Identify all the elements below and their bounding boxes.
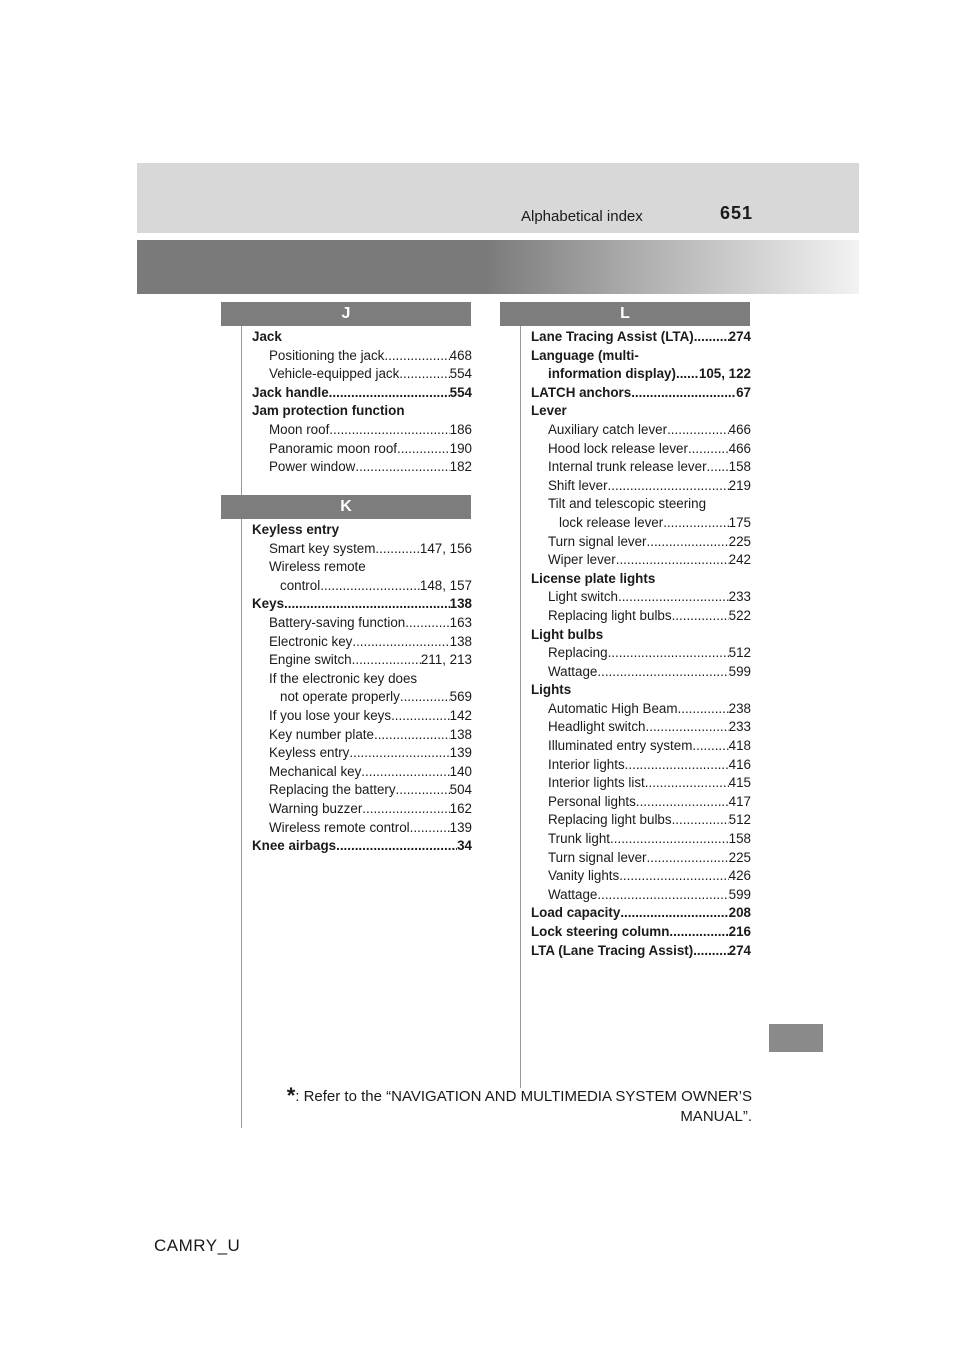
index-entry-text: Wireless remote control xyxy=(269,819,410,835)
index-entry-page: 158 xyxy=(728,831,751,847)
column-divider-left xyxy=(241,302,242,1128)
leader-dots xyxy=(608,477,729,496)
index-entry xyxy=(531,756,751,775)
index-entry-text: Replacing light bulbs xyxy=(548,812,672,828)
index-entry-text: Lock steering column xyxy=(531,924,670,939)
index-entry: If the electronic key does xyxy=(269,670,418,686)
index-entry-page: 225 xyxy=(728,533,751,549)
index-entry-text: not operate properly xyxy=(280,689,400,705)
index-entry xyxy=(531,904,751,923)
index-entry-page: 182 xyxy=(449,459,472,475)
index-entry-text: Lane Tracing Assist (LTA) xyxy=(531,329,694,344)
leader-dots xyxy=(396,781,450,800)
index-entry-page: 175 xyxy=(728,514,751,530)
index-entry-page: 147, 156 xyxy=(419,540,472,556)
index-entry xyxy=(252,365,472,384)
index-entry xyxy=(252,744,472,763)
leader-dots xyxy=(352,651,421,670)
index-entry-page: 163 xyxy=(449,614,472,630)
index-entry xyxy=(531,830,751,849)
index-entry-text: Trunk light xyxy=(548,831,611,847)
leader-dots xyxy=(336,837,457,856)
index-entry xyxy=(531,328,751,347)
index-entry-text: Shift lever xyxy=(548,477,608,493)
leader-dots xyxy=(663,514,728,533)
leader-dots xyxy=(678,700,729,719)
footnote-line-1: : Refer to the “NAVIGATION AND MULTIMEDIA SYSTEM OWNER’S xyxy=(295,1088,752,1105)
index-entry-text: Replacing light bulbs xyxy=(548,607,672,623)
leader-dots xyxy=(361,763,449,782)
decorative-gradient-bar xyxy=(137,240,859,294)
index-entry xyxy=(252,763,472,782)
index-entry-text: LTA (Lane Tracing Assist) xyxy=(531,942,694,958)
leader-dots xyxy=(618,588,729,607)
leader-dots xyxy=(320,577,420,596)
index-entry-page: 522 xyxy=(728,607,751,623)
leader-dots xyxy=(676,365,699,384)
index-entry: Keyless entry xyxy=(252,522,340,537)
index-entry-page: 504 xyxy=(449,782,472,798)
index-entry: License plate lights xyxy=(531,570,656,586)
index-entry-page: 468 xyxy=(449,347,472,363)
index-entry-text: Battery-saving function xyxy=(269,614,406,630)
index-entry-text: Smart key system xyxy=(269,540,376,556)
index-entry xyxy=(252,614,472,633)
index-entry xyxy=(252,458,472,477)
leader-dots xyxy=(693,942,728,961)
index-entry-text: Replacing the battery xyxy=(269,782,396,798)
index-entry-page: 225 xyxy=(728,849,751,865)
index-entry-page: 67 xyxy=(736,384,751,400)
index-entry-text: Key number plate xyxy=(269,726,374,742)
index-entry xyxy=(252,651,472,670)
index-entry-page: 148, 157 xyxy=(419,577,472,593)
leader-dots xyxy=(355,458,449,477)
index-entry-text: Positioning the jack xyxy=(269,347,385,363)
index-entry-text: Turn signal lever xyxy=(548,533,647,549)
index-entry-page: 512 xyxy=(728,645,751,661)
leader-dots xyxy=(397,440,450,459)
index-entry xyxy=(531,867,751,886)
index-entry-page: 139 xyxy=(449,745,472,761)
footnote-line-2: MANUAL”. xyxy=(680,1108,752,1125)
leader-dots xyxy=(375,540,419,559)
leader-dots xyxy=(631,384,736,403)
index-entry xyxy=(531,923,751,942)
index-entry xyxy=(531,774,751,793)
index-entry-page: 416 xyxy=(728,756,751,772)
leader-dots xyxy=(645,774,729,793)
index-entry-text: Vehicle-equipped jack xyxy=(269,366,400,382)
leader-dots xyxy=(374,726,450,745)
footer-model-code: CAMRY_U xyxy=(154,1236,241,1255)
index-entry xyxy=(531,477,751,496)
leader-dots xyxy=(672,607,729,626)
page-number: 651 xyxy=(720,203,754,223)
leader-dots xyxy=(597,886,728,905)
index-entry-text: Knee airbags xyxy=(252,838,337,854)
index-entry-page: 105, 122 xyxy=(698,366,751,382)
index-entry xyxy=(252,837,472,856)
index-entry-text: If you lose your keys xyxy=(269,707,392,723)
index-entry-page: 211, 213 xyxy=(420,652,472,668)
index-entry xyxy=(531,849,751,868)
index-entry xyxy=(252,781,472,800)
index-entry xyxy=(531,588,751,607)
leader-dots xyxy=(667,421,729,440)
index-entry-page: 415 xyxy=(728,775,751,791)
index-entry xyxy=(531,607,751,626)
index-list-l xyxy=(531,328,751,960)
index-entry-page: 162 xyxy=(449,800,472,816)
index-entry-page: 426 xyxy=(728,868,751,884)
leader-dots xyxy=(352,633,449,652)
index-entry-page: 599 xyxy=(728,663,751,679)
index-entry xyxy=(531,514,751,533)
footnote-asterisk: * xyxy=(286,1083,296,1108)
index-entry-text: Internal trunk release lever xyxy=(548,459,707,475)
index-entry-text: Load capacity xyxy=(531,905,621,921)
index-entry: Language (multi- xyxy=(531,347,639,363)
index-entry-text: information display) xyxy=(548,366,676,382)
index-entry-text: Interior lights list xyxy=(548,775,645,791)
index-entry-text: Headlight switch xyxy=(548,719,646,735)
footnote xyxy=(274,1083,752,1127)
index-entry-text: Keys xyxy=(252,596,285,612)
leader-dots xyxy=(410,819,450,838)
page-title: Alphabetical index xyxy=(521,208,643,225)
index-entry xyxy=(531,886,751,905)
index-list-j xyxy=(252,328,472,477)
index-entry-page: 190 xyxy=(449,440,472,456)
index-entry xyxy=(531,384,751,403)
leader-dots xyxy=(597,663,728,682)
index-entry-page: 238 xyxy=(728,700,751,716)
index-entry-page: 417 xyxy=(728,793,751,809)
index-entry xyxy=(531,551,751,570)
index-entry xyxy=(252,440,472,459)
index-entry-page: 34 xyxy=(457,838,472,854)
leader-dots xyxy=(405,614,449,633)
leader-dots xyxy=(608,644,729,663)
leader-dots xyxy=(672,811,729,830)
index-entry-text: Moon roof xyxy=(269,421,330,437)
index-entry-page: 139 xyxy=(449,819,472,835)
index-entry xyxy=(531,458,751,477)
index-entry xyxy=(252,633,472,652)
index-entry xyxy=(531,421,751,440)
leader-dots xyxy=(692,737,728,756)
index-entry: Lever xyxy=(531,403,567,419)
index-entry: Lights xyxy=(531,682,572,698)
index-entry-page: 233 xyxy=(728,589,751,605)
index-entry-text: Vanity lights xyxy=(548,868,620,884)
index-entry xyxy=(531,811,751,830)
index-entry xyxy=(531,663,751,682)
index-entry-page: 138 xyxy=(449,596,472,612)
index-entry xyxy=(531,644,751,663)
index-entry xyxy=(252,688,472,707)
index-entry-text: Automatic High Beam xyxy=(548,700,678,716)
index-entry-text: Wiper lever xyxy=(548,552,616,568)
index-entry-page: 466 xyxy=(728,421,751,437)
leader-dots xyxy=(688,440,729,459)
index-entry-text: Jack handle xyxy=(252,384,329,400)
index-entry-page: 554 xyxy=(449,366,472,382)
index-entry-text: Personal lights xyxy=(548,793,636,809)
index-entry xyxy=(531,737,751,756)
leader-dots xyxy=(616,551,729,570)
section-header-j: J xyxy=(221,302,471,326)
index-entry-text: control xyxy=(280,577,321,593)
index-entry-page: 418 xyxy=(728,738,751,754)
index-entry xyxy=(252,595,472,614)
leader-dots xyxy=(694,328,729,347)
index-entry xyxy=(531,440,751,459)
index-entry xyxy=(252,347,472,366)
index-entry-page: 138 xyxy=(449,633,472,649)
index-entry xyxy=(252,800,472,819)
index-entry-text: Engine switch xyxy=(269,652,352,668)
index-entry xyxy=(531,365,751,384)
index-entry: Wireless remote xyxy=(269,559,366,575)
index-entry-text: Warning buzzer xyxy=(269,800,363,816)
index-entry: Jack xyxy=(252,329,282,344)
leader-dots xyxy=(329,421,449,440)
leader-dots xyxy=(610,830,729,849)
leader-dots xyxy=(284,595,450,614)
index-entry-page: 554 xyxy=(449,384,472,400)
index-entry-page: 219 xyxy=(728,477,751,493)
leader-dots xyxy=(646,718,729,737)
index-entry-page: 233 xyxy=(728,719,751,735)
leader-dots xyxy=(647,849,729,868)
leader-dots xyxy=(619,867,728,886)
leader-dots xyxy=(707,458,729,477)
index-entry xyxy=(252,819,472,838)
index-entry xyxy=(531,793,751,812)
leader-dots xyxy=(669,923,728,942)
index-entry: Jam protection function xyxy=(252,403,405,419)
index-entry-text: Keyless entry xyxy=(269,745,350,761)
index-list-k xyxy=(252,521,472,856)
section-header-l: L xyxy=(500,302,750,326)
index-entry-page: 216 xyxy=(728,924,751,939)
index-entry-page: 186 xyxy=(449,421,472,437)
leader-dots xyxy=(399,365,449,384)
index-entry xyxy=(252,540,472,559)
column-divider-middle xyxy=(520,302,521,1088)
index-entry xyxy=(252,384,472,403)
index-entry-text: LATCH anchors xyxy=(531,384,632,400)
index-entry-text: Wattage xyxy=(548,663,598,679)
index-entry: Tilt and telescopic steering xyxy=(548,496,707,512)
index-entry xyxy=(531,718,751,737)
index-entry xyxy=(252,707,472,726)
index-entry-text: Mechanical key xyxy=(269,763,362,779)
leader-dots xyxy=(329,384,450,403)
leader-dots xyxy=(647,533,729,552)
index-entry xyxy=(531,942,751,961)
index-entry xyxy=(252,577,472,596)
index-entry-text: lock release lever xyxy=(559,514,664,530)
index-entry xyxy=(531,533,751,552)
index-entry-text: Power window xyxy=(269,459,356,475)
index-entry xyxy=(252,726,472,745)
leader-dots xyxy=(620,904,728,923)
index-entry-page: 512 xyxy=(728,812,751,828)
index-entry-page: 242 xyxy=(728,552,751,568)
index-entry-text: Auxiliary catch lever xyxy=(548,421,668,437)
index-entry-text: Turn signal lever xyxy=(548,849,647,865)
index-entry-text: Hood lock release lever xyxy=(548,440,688,456)
section-header-k: K xyxy=(221,495,471,519)
index-entry-text: Panoramic moon roof xyxy=(269,440,398,456)
index-entry-page: 140 xyxy=(449,763,472,779)
index-entry: Light bulbs xyxy=(531,626,604,642)
index-entry-page: 138 xyxy=(449,726,472,742)
index-entry-page: 158 xyxy=(728,459,751,475)
leader-dots xyxy=(384,347,449,366)
leader-dots xyxy=(362,800,449,819)
index-entry-page: 274 xyxy=(728,329,751,344)
index-entry-page: 142 xyxy=(449,707,472,723)
index-entry xyxy=(531,700,751,719)
index-entry-text: Electronic key xyxy=(269,633,353,649)
index-entry-page: 274 xyxy=(728,942,751,958)
index-entry-text: Replacing xyxy=(548,645,608,661)
index-entry xyxy=(252,421,472,440)
index-entry-text: Interior lights xyxy=(548,756,625,772)
index-entry-text: Wattage xyxy=(548,886,598,902)
leader-dots xyxy=(400,688,450,707)
index-entry-page: 569 xyxy=(449,689,472,705)
side-thumb-tab xyxy=(769,1024,823,1052)
leader-dots xyxy=(636,793,729,812)
leader-dots xyxy=(349,744,449,763)
leader-dots xyxy=(391,707,450,726)
index-entry-page: 599 xyxy=(728,886,751,902)
index-entry-page: 208 xyxy=(728,905,751,921)
index-entry-text: Light switch xyxy=(548,589,618,605)
index-entry-page: 466 xyxy=(728,440,751,456)
leader-dots xyxy=(625,756,729,775)
index-entry-text: Illuminated entry system xyxy=(548,738,693,754)
